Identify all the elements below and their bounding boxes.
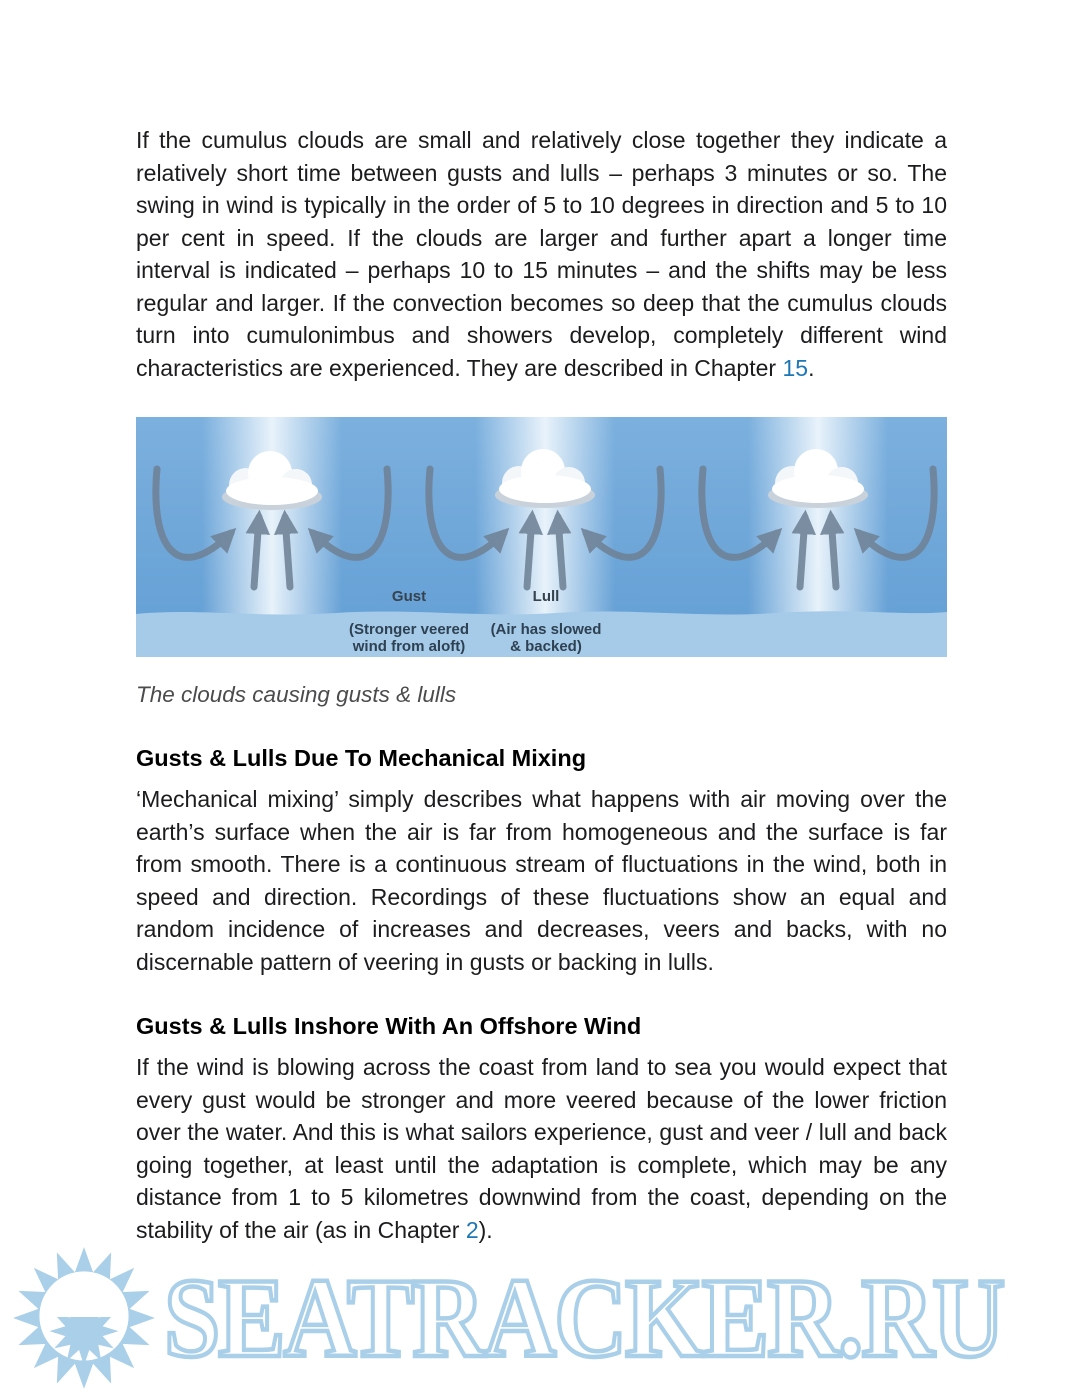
updraft-light-band-1 — [202, 417, 342, 617]
gust-lull-figure — [136, 417, 947, 710]
updraft-arrow — [558, 517, 563, 587]
sun-horizon-mask — [53, 1293, 116, 1317]
updraft-arrow — [800, 517, 805, 587]
gust-label: Gust — [391, 588, 427, 605]
chapter-15-link[interactable]: 15 — [782, 354, 809, 381]
seatracker-watermark — [8, 1241, 1076, 1395]
updraft-arrow — [831, 517, 836, 587]
seatracker-sun-logo — [8, 1242, 160, 1394]
page-content — [136, 124, 947, 1246]
gust-note-line1: (Stronger veered — [348, 621, 470, 638]
lull-note-line1: (Air has slowed — [490, 621, 602, 638]
lull-note-line2: & backed) — [510, 638, 582, 655]
heading-mechanical-mixing: Gusts & Lulls Due To Mechanical Mixing — [136, 745, 587, 771]
gust-note-line2: wind from aloft) — [352, 638, 466, 655]
updraft-light-band-3 — [748, 417, 888, 617]
updraft-arrow — [527, 517, 532, 587]
paragraph-mechanical-mixing: ‘Mechanical mixing’ simply describes what happens with air moving over the earth’s surface when the air is far from homogeneous and the surface is far from smooth. There is a continuous stream of fluctuations in the wind, both in speed and direction. Recordings of these fluctuations show an equal and random incidence of increases and decreases, veers and backs, with no discernable pattern of veering in gusts or backing in lulls. — [136, 786, 947, 975]
paragraph-intro-text: If the cumulus clouds are small and relatively close together they indicate a relatively short time between gusts and lulls – perhaps 3 minutes or so. The swing in wind is typically in the order of 5 to 10 degrees in direction and 5 to 10 per cent in speed. If the clouds are larger and further apart a longer time interval is indicated – perhaps 10 to 15 minutes – and the shifts may be less regular and larger. If the convection becomes so deep that the cumulus clouds turn into cumulonimbus and showers develop, completely different wind characteristics are experienced. They are described in Chapter — [136, 127, 947, 381]
paragraph-inshore-text: If the wind is blowing across the coast from land to sea you would expect that every gust would be stronger and more veered because of the lower friction over the water. And this is what sailors experience, gust and veer / lull and back going together, at least until the adaptation is complete, which may be any distance from 1 to 5 kilometres downwind from the coast, depending on the stability of the air (as in Chapter — [136, 1054, 947, 1243]
figure-caption: The clouds causing gusts & lulls — [136, 682, 457, 707]
paragraph-inshore-offshore — [136, 1051, 947, 1246]
chapter-2-link[interactable]: 2 — [465, 1216, 479, 1243]
lull-label: Lull — [532, 588, 560, 605]
updraft-arrow — [285, 517, 290, 587]
gust-lull-diagram — [136, 417, 947, 657]
paragraph-inshore-end: ). — [478, 1216, 493, 1243]
paragraph-intro — [136, 124, 947, 384]
paragraph-intro-end: . — [808, 354, 815, 381]
watermark-text: SEATRACKER.RU — [164, 1254, 1004, 1381]
updraft-light-band-2 — [475, 417, 615, 617]
heading-inshore-offshore-wind: Gusts & Lulls Inshore With An Offshore Wind — [136, 1013, 642, 1039]
updraft-arrow — [254, 517, 259, 587]
